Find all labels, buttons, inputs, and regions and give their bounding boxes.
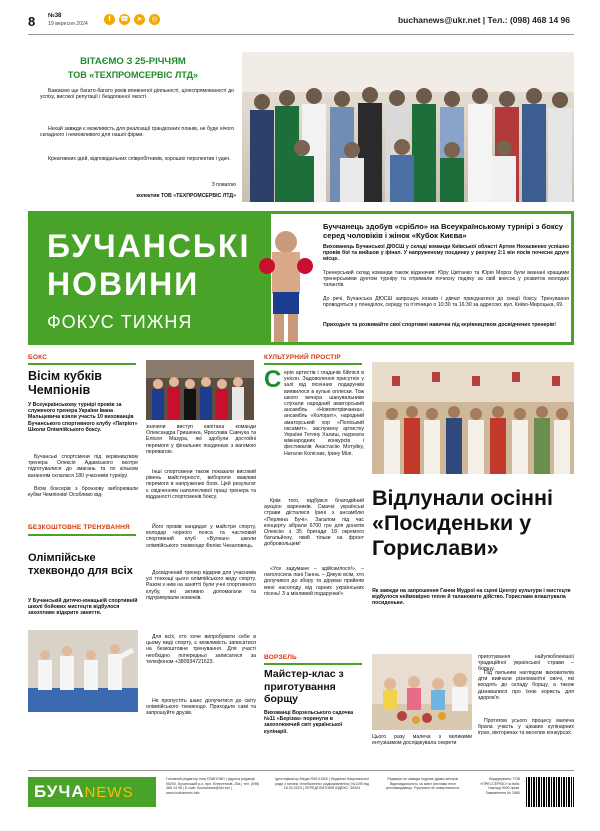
- page-footer: [28, 770, 574, 812]
- vorzel-photo: [372, 654, 472, 730]
- greeting-sign: З повагою: [211, 182, 236, 188]
- box-paragraph: Бучанські спортсмени під керівництвом тренера Олексія Адамського вкотре підготувалися до змагань та по кільком ваганням склалася 180 учасників турніру.: [28, 454, 138, 479]
- footer-col: Ідентифікатор Медіа R30-01500 | Видання Національної ради з питань телебачення і радіомовлення | №1190 від 16.03.2023 | ПЕРЕДПЛАТНИЙ ІНДЕКС: 30934: [274, 777, 370, 791]
- page-number: 8: [28, 14, 36, 29]
- rubric-line: [264, 663, 362, 665]
- box-paragraph: Інші спортсмени також показали високий рівень майстерності, вибороли важливі перемоги в напружених боях. Цей результат є свідченням наполегливої праці тренера та відданості спортсменів боксу.: [146, 469, 256, 500]
- taekwondo-rubric: БЕЗКОШТОВНЕ ТРЕНУВАННЯ: [28, 524, 130, 531]
- vorzel-lead: Вихованці Ворзельського садочка №11 «Берізка» поринули в захоплюючий світ української кулінарії.: [264, 710, 354, 735]
- culture-paragraph: Крім того, відбувся благодійний аукціон вареників. Смачні українські страви дісталися Ірині з ансамблю «Перлина Бучі». Загалом під час концерту зібрали 6700 грн для донатів Олексію з 35 бригади 18 окремого батальйону, який тільки на фронт добровольцем!: [264, 498, 364, 548]
- focus-paragraph: До речі, Бучанська ДЮСШ запрошує юнаків і дівчат приєднатися до секції боксу. Тренування проводяться у понеділок, середу та п'ятницю о 10:30 та 16:30 за адресою: вул. Київо-Мироцька, 69.: [323, 296, 569, 309]
- greeting-paragraph: Креативних ідей, відповідальних співробітників, хороших перспектив і удач.: [48, 156, 231, 162]
- culture-image: [372, 362, 574, 474]
- footer-logo: [28, 777, 156, 807]
- culture-paragraph: «Усе задумане – здійснилося!», – наголосила пані Ганна. – Дякую всім, хто долучився до збору та діруван прийняв мені насолоду від гарних українських пісень! З а мінливий подарунки!»: [264, 566, 364, 597]
- greeting-title: ВІТАЄМО З 25-РІЧЧЯМ: [80, 56, 186, 67]
- taekwondo-article: [28, 524, 256, 764]
- issue-date: 19 вересня 2024: [48, 21, 88, 27]
- team-photo: [242, 52, 574, 202]
- logo-part-a: БУЧА: [34, 782, 85, 801]
- vorzel-article: [264, 654, 574, 764]
- culture-dropcap: С: [264, 366, 282, 393]
- page-header: [0, 0, 600, 42]
- box-lead: У Всеукраїнському турнірі провів за служеного тренера України Івана Мальцевича взяли участь 10 вихованців Бучанського спортивного клубу «Патріот» Школи Олімпійського боксу.: [28, 402, 138, 433]
- header-divider: [28, 34, 574, 35]
- vorzel-paragraph: Під пильним наглядом вихователів діти вивчали різноманітні овочі, які входять до складу борщу, а також дізнавалися про їхню користь для здоров'я.: [478, 670, 574, 701]
- culture-headline: Відлунали осінні «Посиденьки у Горислави»: [372, 486, 553, 560]
- viber-icon[interactable]: ☎: [120, 16, 129, 23]
- culture-rubric: КУЛЬТУРНИЙ ПРОСТІР: [264, 354, 341, 361]
- focus-paragraph: Тренерський склад команди також відзначив: Юру Цвітанко та Юрія Мороз були визнані кращими тренерськими дуетом турніру та отримали почесну подяку за свій внесок у розвиток молодих талантів.: [323, 270, 569, 289]
- box-paragraph: Вісім боксерів з бронзову виборювали кубки Чемпіонів! Особливо від-: [28, 486, 138, 499]
- vorzel-image: [372, 654, 472, 730]
- vorzel-rubric: ВОРЗЕЛЬ: [264, 654, 297, 661]
- banner-title-2: НОВИНИ: [47, 266, 200, 302]
- box-title: Вісім кубків Чемпіонів: [28, 369, 102, 397]
- greeting-sign-company: колектив ТОВ «ТЕХПРОМСЕРВІС ЛТД»: [136, 193, 236, 199]
- taekwondo-paragraph: Його провів кандидат у майстри спорту, володар чорного пояса та частковий спортивний клуб «Вулкан» школи олімпійського тхеквондо Фелікс Чекаловець.: [146, 524, 256, 549]
- greeting-block: [28, 52, 238, 222]
- facebook-icon[interactable]: f: [104, 14, 115, 25]
- focus-paragraph: Приходьте та розвивайте свої спортивні навички під керівництвом досвідчених тренерів!: [323, 322, 556, 328]
- box-team-image: [146, 360, 254, 420]
- focus-paragraph: Вихованець Бучанської ДЮСШ у складі команди Київської області Артем Нехаєвенко успішно провів бої та вийшов у фінал. У напруженому поєдинку у рахунку 2:1 він посів почесне друге місце.: [323, 244, 569, 263]
- box-article: [28, 354, 256, 514]
- vorzel-title: Майстер-клас з приготування борщу: [264, 668, 344, 705]
- taekwondo-photo: [28, 630, 138, 712]
- taekwondo-image: [28, 630, 138, 712]
- focus-headline: Буччанець здобув «срібло» на Всеукраїнському турнірі з боксу серед чоловіків і жінок «Кубок Києва»: [323, 222, 564, 240]
- taekwondo-paragraph: Досвідчений тренер відкрив для учасників усі тонкощі цього олімпійського виду спорту. Разом з ним на занятті були учні спортивного клубу, які активно допомагали та підтримували новачків.: [146, 570, 256, 601]
- rubric-line: [28, 363, 136, 365]
- box-team-photo: [146, 360, 254, 420]
- boxer-image: [256, 214, 316, 342]
- greeting-paragraph: Бажаємо ще багато-багато років впевненої діяльності, цілеспрямованості до успіху, високої репутації і бездоганної якості.: [40, 88, 234, 101]
- greeting-company: ТОВ «ТЕХПРОМСЕРВІС ЛТД»: [67, 70, 199, 80]
- footer-col: Головний редактор Інна ПЛИНОВО | Адреса редакції: 08292, Бучанський р-н, вул. Енергетиків, 25а | тел. (098) 468 14 96 | Е-mail: buchanews@ukr.net | www.buchanews.info: [166, 777, 260, 795]
- barcode: [526, 777, 574, 807]
- banner-subtitle: ФОКУС ТИЖНЯ: [47, 312, 193, 332]
- taekwondo-lead: У Бучанській дитячо-юнацькій спортивній школі бойових мистецтв відбулося захопливе відкрите заняття.: [28, 598, 138, 617]
- rubric-line: [28, 534, 136, 536]
- logo-part-b: NEWS: [84, 784, 134, 801]
- box-rubric: БОКС: [28, 354, 48, 361]
- greeting-paragraph: Нехай завжди є можливість для реалізації грандіозних планів, не буде нічого складного і неможливого для нашої фірми.: [40, 126, 234, 139]
- taekwondo-paragraph: Не пропустіть шанс долучитися до світу олімпійського тхеквондо. Приходьте самі та запрошуйте друзів.: [146, 698, 256, 717]
- team-photo-image: [242, 52, 574, 202]
- instagram-icon[interactable]: ◎: [149, 14, 160, 25]
- contacts: buchanews@ukr.net | Тел.: (098) 468 14 96: [397, 15, 570, 25]
- news-banner: [28, 211, 574, 345]
- issue-number: №38: [48, 13, 62, 19]
- box-paragraph: значили виступ капітана команди Олександра Гришенка, Ярослава Савчука та Елісея Мазура, які здобули достойні перемоги у фінальних поєдинках з вагомою перевагою.: [146, 424, 256, 455]
- culture-paragraph: ерія артистів і гладачів бійліся в унісон. Задоволення присутніх у залі від пісенних подарунків виявилося в кульні оплески. Тож шкого вечора шанувальники слухали народний аматорський ансамбль «Новопетрівчанка», ансамбль «Колорит», народний аматорський хор «Поліський оксамит», заслужену артистку України Тетяну Халиш, лауреата міжнародних конкурсів і фестивалів Анастасію Мотуйку, Наталю Колісник, Ірину Мілі.: [284, 370, 364, 457]
- social-icons: [104, 14, 160, 25]
- vorzel-paragraph: приготування найулюбленішої традиційної української страви – борщу.: [478, 654, 574, 673]
- taekwondo-paragraph: Для всіх, хто хоче випробувати себе в цьому виді спорту, є можливість записатися на безкоштовне тренування. Для участі необхідно попередньо записатися за телефоном +380934721623.: [146, 634, 256, 665]
- culture-article: [264, 354, 574, 644]
- culture-photo: [372, 362, 574, 474]
- rubric-line: [264, 363, 362, 365]
- vorzel-paragraph: Протягом усього процесу малеча брала участь у цікавих кулінарних іграх, вікторинах та веселих конкурсах.: [478, 718, 574, 737]
- footer-col: Видрукувано: ТОВ «ПРЕССЕРВІС» м.Київ. Наклад 3000 прим. Замовлення № 2660: [480, 777, 520, 795]
- footer-col: Редакція не завжди поділяє думки авторів. Відповідальність за зміст реклами несе рекламодавець. Рукописи не повертаються.: [386, 777, 460, 791]
- vorzel-caption: Цього разу малеча з великими ентузіазмом досліджувала секрети: [372, 734, 472, 747]
- boxer-photo: [256, 214, 316, 342]
- banner-title-1: БУЧАНСЬКІ: [47, 228, 251, 264]
- taekwondo-title: Олімпійське тхеквондо для всіх: [28, 552, 133, 577]
- telegram-icon[interactable]: ➤: [134, 14, 145, 25]
- culture-lead: Як завжди на запрошення Ганни Мудрої на сцені Центру культури і мистецтв відбулося неймовірно тепле й талановите дійство. Горислава влаштувала посиденьки.: [372, 588, 571, 607]
